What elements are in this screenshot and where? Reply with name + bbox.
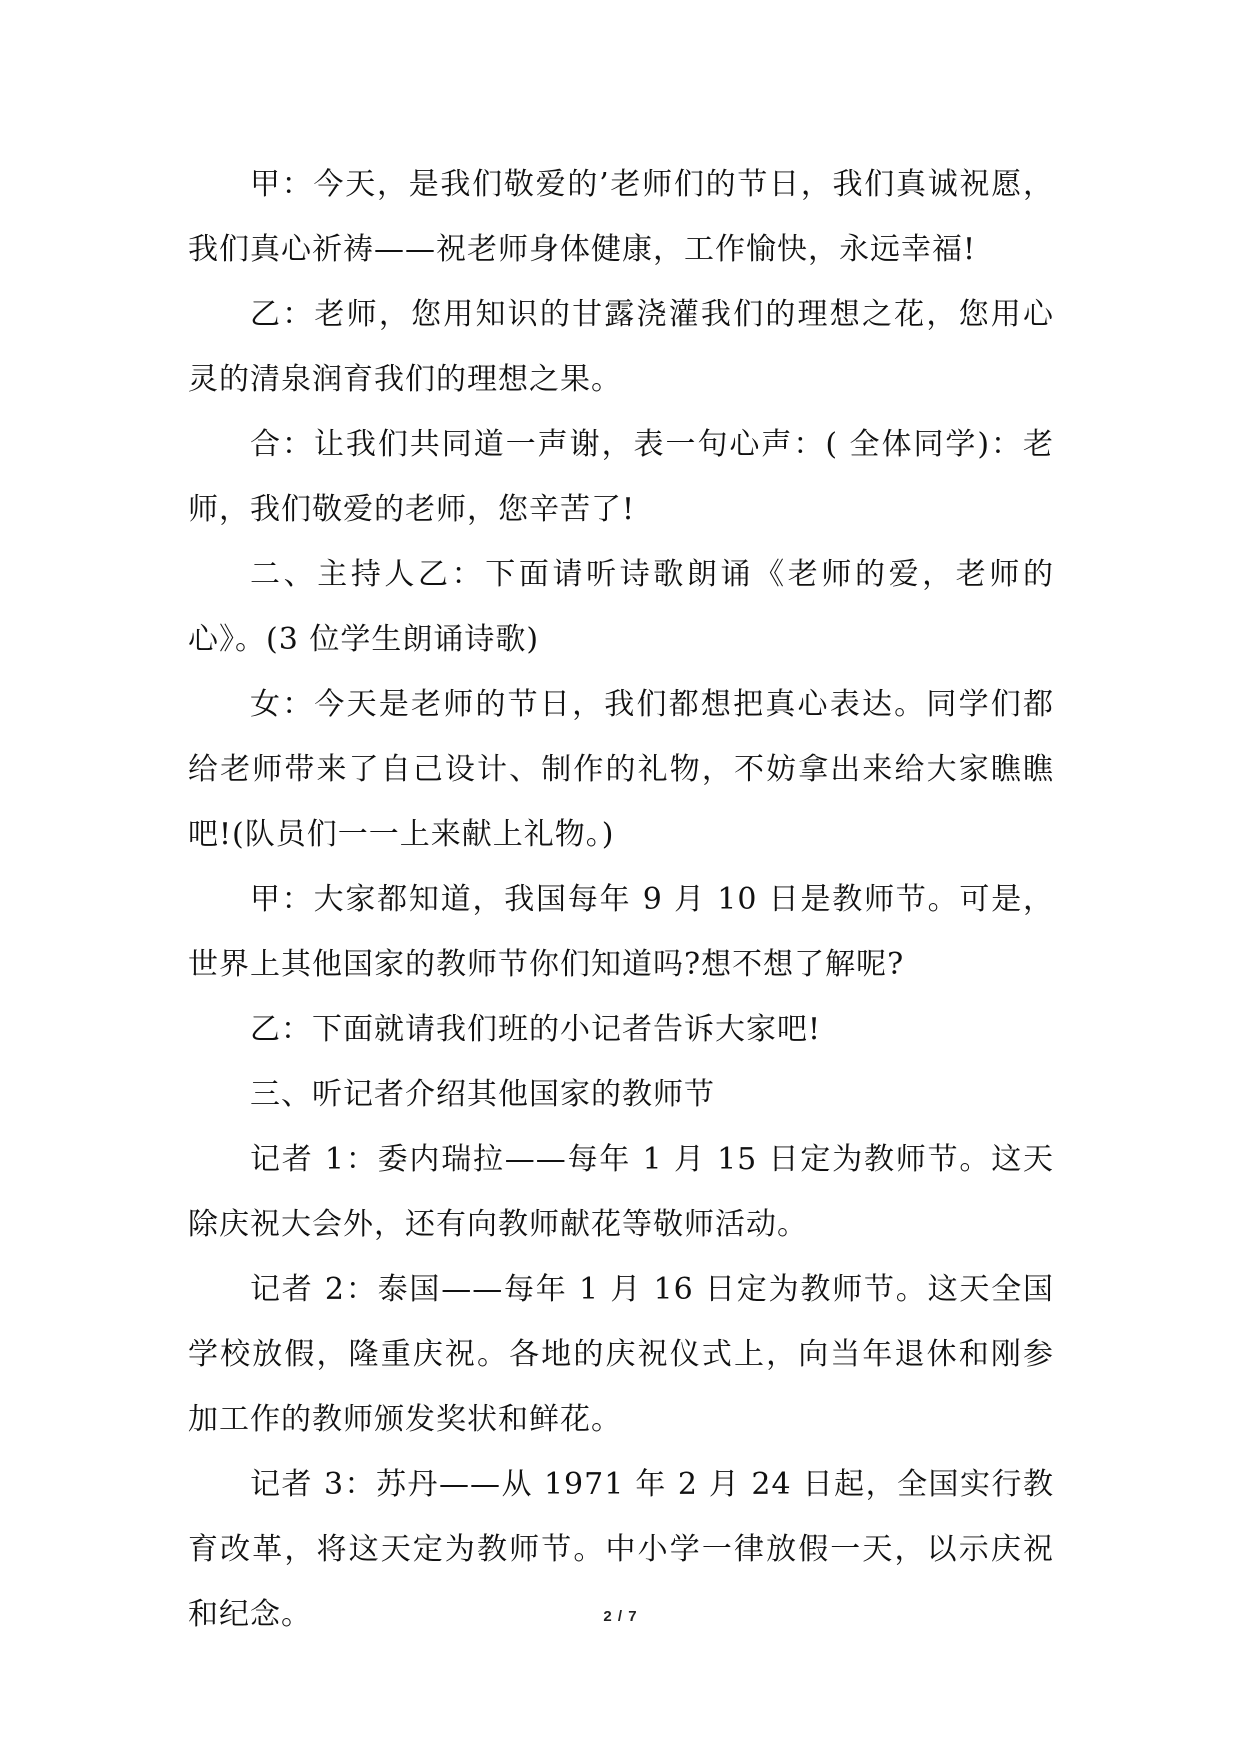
paragraph-greeting-jia: 甲：今天，是我们敬爱的’老师们的节日，我们真诚祝愿，我们真心祈祷——祝老师身体健康，工作愉快，永远幸福! xyxy=(188,167,1054,267)
paragraph-chorus: 合：让我们共同道一声谢，表一句心声：( 全体同学)：老师，我们敬爱的老师，您辛苦了! xyxy=(188,427,1054,527)
paragraph-gifts: 女：今天是老师的节日，我们都想把真心表达。同学们都给老师带来了自己设计、制作的礼物，不妨拿出来给大家瞧瞧吧!(队员们一一上来献上礼物。) xyxy=(188,687,1054,852)
paragraph-reporter-1: 记者 1：委内瑞拉——每年 1 月 15 日定为教师节。这天除庆祝大会外，还有向教师献花等敬师活动。 xyxy=(188,1142,1054,1242)
page-number: 2 / 7 xyxy=(603,1608,638,1625)
paragraph-reporter-intro: 乙：下面就请我们班的小记者告诉大家吧! xyxy=(250,1012,822,1047)
paragraph-teachers-day: 甲：大家都知道，我国每年 9 月 10 日是教师节。可是，世界上其他国家的教师节你们知道吗?想不想了解呢? xyxy=(188,882,1054,982)
paragraph-section-two: 二、主持人乙：下面请听诗歌朗诵《老师的爱，老师的心》。(3 位学生朗诵诗歌) xyxy=(188,557,1054,657)
paragraph-greeting-yi: 乙：老师，您用知识的甘露浇灌我们的理想之花，您用心灵的清泉润育我们的理想之果。 xyxy=(188,297,1054,397)
paragraph-reporter-2: 记者 2：泰国——每年 1 月 16 日定为教师节。这天全国学校放假，隆重庆祝。各地的庆祝仪式上，向当年退休和刚参加工作的教师颁发奖状和鲜花。 xyxy=(188,1272,1054,1437)
paragraph-section-three: 三、听记者介绍其他国家的教师节 xyxy=(250,1077,715,1112)
paragraph-reporter-3: 记者 3：苏丹——从 1971 年 2 月 24 日起，全国实行教育改革，将这天定为教师节。中小学一律放假一天，以示庆祝和纪念。 xyxy=(188,1467,1054,1632)
document-body xyxy=(188,152,1054,1647)
